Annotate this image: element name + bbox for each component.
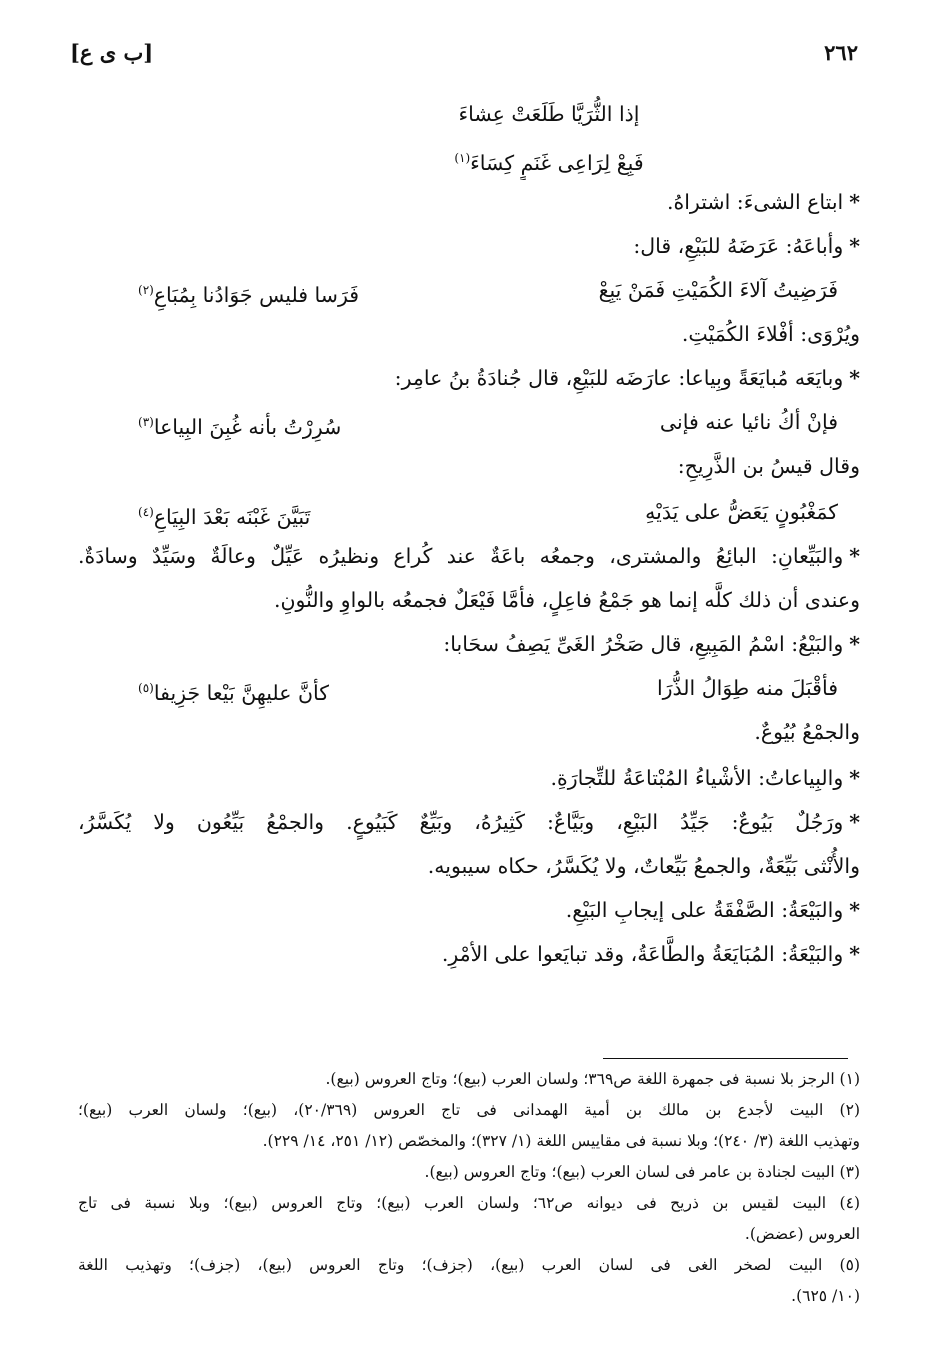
- text-line: [78, 710, 860, 756]
- entry-line: [78, 356, 860, 400]
- text-line: [78, 578, 860, 622]
- text-line: [78, 844, 860, 888]
- verse-text: إذا الثُّرَيَّا طَلَعَتْ عِشاءَ: [458, 102, 640, 126]
- verse-text: فَبِعْ لِرَاعِى غَنَمٍ كِسَاءَ: [470, 150, 644, 175]
- footnote-3: (٣) البيت لجنادة بن عامر فى لسان العرب (بيع)؛ وتاج العروس (بيع).: [424, 1163, 860, 1181]
- entry-marker: *: [849, 366, 860, 390]
- entry-text: وبايَعَه مُبايَعَةً وبِياعا: عارَضَه للبَيْعِ، قال جُنادَةُ بنُ عامِر:: [394, 366, 844, 390]
- entry-marker: *: [849, 632, 860, 656]
- entry-marker: *: [849, 810, 860, 834]
- footnote-5-continued: (١٠/ ٦٢٥).: [791, 1287, 860, 1305]
- hemistich-text: سُرِرْتُ بأنه غُبِنَ البِياعا: [153, 414, 342, 439]
- footnote-ref-2[interactable]: (٢): [138, 283, 154, 297]
- text-line: [78, 312, 860, 356]
- footnote-ref-1[interactable]: (١): [454, 151, 471, 165]
- entry-text: وقال قيسُ بن الذَّرِيحِ:: [677, 454, 860, 478]
- footnote-4: (٤) البيت لقيس بن ذريح فى ديوانه ص٦٢؛ ولسان العرب (بيع)؛ وتاج العروس (بيع)؛ وبلا نسبة فى تاج: [78, 1194, 860, 1212]
- entry-text: ابتاع الشىءَ: اشتراهُ.: [666, 190, 844, 214]
- page-number: ٢٦٢: [824, 40, 858, 65]
- entry-marker: *: [849, 898, 860, 922]
- entry-marker: *: [849, 766, 860, 790]
- entry-text: والبَيْعُ: اسْمُ المَبِيعِ، قال صَخْرُ الغَىِّ يَصِفُ سحَابا:: [443, 632, 844, 656]
- entry-text: ويُرْوَى: أفْلاءَ الكُمَيْتِ.: [681, 322, 860, 346]
- hemistich-first: فأقْبَلَ منه طِوَالُ الذُّرَا: [656, 676, 838, 700]
- entry-text: والبَيْعَةُ: الصَّفْقَةُ على إيجابِ البَيْعِ.: [565, 898, 844, 922]
- footnote-ref-5[interactable]: (٥): [138, 681, 154, 695]
- hemistich-first: فَرَضِيتُ آلاءَ الكُمَيْتِ فَمَنْ يَبِعْ: [598, 278, 838, 302]
- verse-line: [78, 268, 860, 312]
- footnote-ref-4[interactable]: (٤): [138, 505, 154, 519]
- verse-line: [78, 666, 860, 710]
- footnotes: [78, 1064, 860, 1312]
- entry-marker: *: [849, 190, 860, 214]
- entry-line: [78, 888, 860, 932]
- hemistich-second: [138, 400, 341, 444]
- hemistich-second: [138, 490, 310, 534]
- hemistich-second: [138, 666, 329, 710]
- entry-line: [78, 224, 860, 268]
- page-header: [70, 40, 858, 70]
- footnote-ref-3[interactable]: (٣): [138, 415, 154, 429]
- hemistich-text: كأنَّ عليهِنَّ بَيْعا جَزِيفا: [153, 680, 330, 705]
- entry-text: والأُنْثى بَيِّعَةٌ، والجمعُ بَيِّعاتٌ، ولا يُكَسَّرُ، حكاه سيبويه.: [427, 854, 860, 878]
- entry-line: [78, 534, 860, 578]
- text-line: [78, 444, 860, 490]
- footnote-5: (٥) البيت لصخر الغى فى لسان العرب (بيع)، (جزف)؛ وتاج العروس (بيع)، (جزف)؛ وتهذيب اللغة: [78, 1256, 860, 1274]
- entry-text: والجمْعُ بُيُوعٌ.: [754, 720, 860, 744]
- entry-text: ورَجُلٌ بَيُوعٌ: جَيِّدُ البَيْعِ، وبَيَّاعٌ: كَثِيرُهُ، وبَيِّعٌ كَبَيُوعٍ. والجمْعُ بَيِّعُون ولا يُكَسَّرُ،: [78, 810, 844, 834]
- hemistich-text: تَبَيَّنَ غَبْنَه بَعْدَ البِيَاعِ: [153, 504, 311, 529]
- footnote-2-continued: وتهذيب اللغة (٣/ ٢٤٠)؛ وبلا نسبة فى مقاييس اللغة (١/ ٣٢٧)؛ والمخصّص (١٢/ ٢٥١، ١٤/ ٢٢٩).: [262, 1132, 860, 1150]
- root-label: [ب ى ع]: [70, 40, 154, 65]
- entry-text: والبِياعاتُ: الأشْياءُ المُبْتاعَةُ للتِّجارَةِ.: [550, 766, 844, 790]
- verse-line: [78, 400, 860, 444]
- entry-marker: *: [849, 234, 860, 258]
- main-text: [78, 92, 860, 976]
- footnote-2: (٢) البيت لأجدع بن مالك بن أمية الهمدانى فى تاج العروس (٢٠/٣٦٩)، (بيع)؛ ولسان العرب (بيع)؛: [78, 1101, 860, 1119]
- entry-marker: *: [849, 544, 860, 568]
- hemistich-second: [138, 268, 359, 312]
- entry-line: [78, 800, 860, 844]
- hemistich-first: فإنْ أكُ نائيا عنه فإنى: [659, 410, 838, 434]
- entry-line: [78, 756, 860, 800]
- hemistich-text: فَرَسا فليس جَوَادُنا بِمُبَاعِ: [153, 282, 360, 307]
- footnote-divider: [603, 1058, 848, 1059]
- footnote-1: (١) الرجز بلا نسبة فى جمهرة اللغة ص٣٦٩؛ ولسان العرب (بيع)؛ وتاج العروس (بيع).: [325, 1070, 860, 1088]
- entry-text: وعندى أن ذلك كلَّه إنما هو جَمْعُ فاعِلٍ، فأمَّا فَيْعَلٌ فجمعُه بالواوِ والنُّونِ.: [273, 588, 860, 612]
- entry-text: والبَيْعَةُ: المُبَايَعَةُ والطَّاعَةُ، وقد تبايَعوا على الأمْرِ.: [441, 942, 844, 966]
- entry-marker: *: [849, 942, 860, 966]
- footnote-4-continued: العروس (عضض).: [744, 1225, 860, 1243]
- verse-line-2: [78, 136, 860, 180]
- hemistich-first: كمَغْبُونٍ يَعَضُّ على يَدَيْهِ: [645, 500, 838, 524]
- entry-line: [78, 932, 860, 976]
- entry-text: والبَيِّعانِ: البائِعُ والمشترى، وجمعُه باعَةٌ عند كُراع ونظيرُه عَيِّلٌ وعالَةٌ وسَيِّدٌ وسادَةٌ.: [78, 544, 844, 568]
- verse-line: [78, 490, 860, 534]
- entry-line: [78, 180, 860, 224]
- entry-text: وأباعَهُ: عَرَضَهُ للبَيْعِ، قال:: [633, 234, 844, 258]
- verse-line-1: [78, 92, 860, 136]
- entry-line: [78, 622, 860, 666]
